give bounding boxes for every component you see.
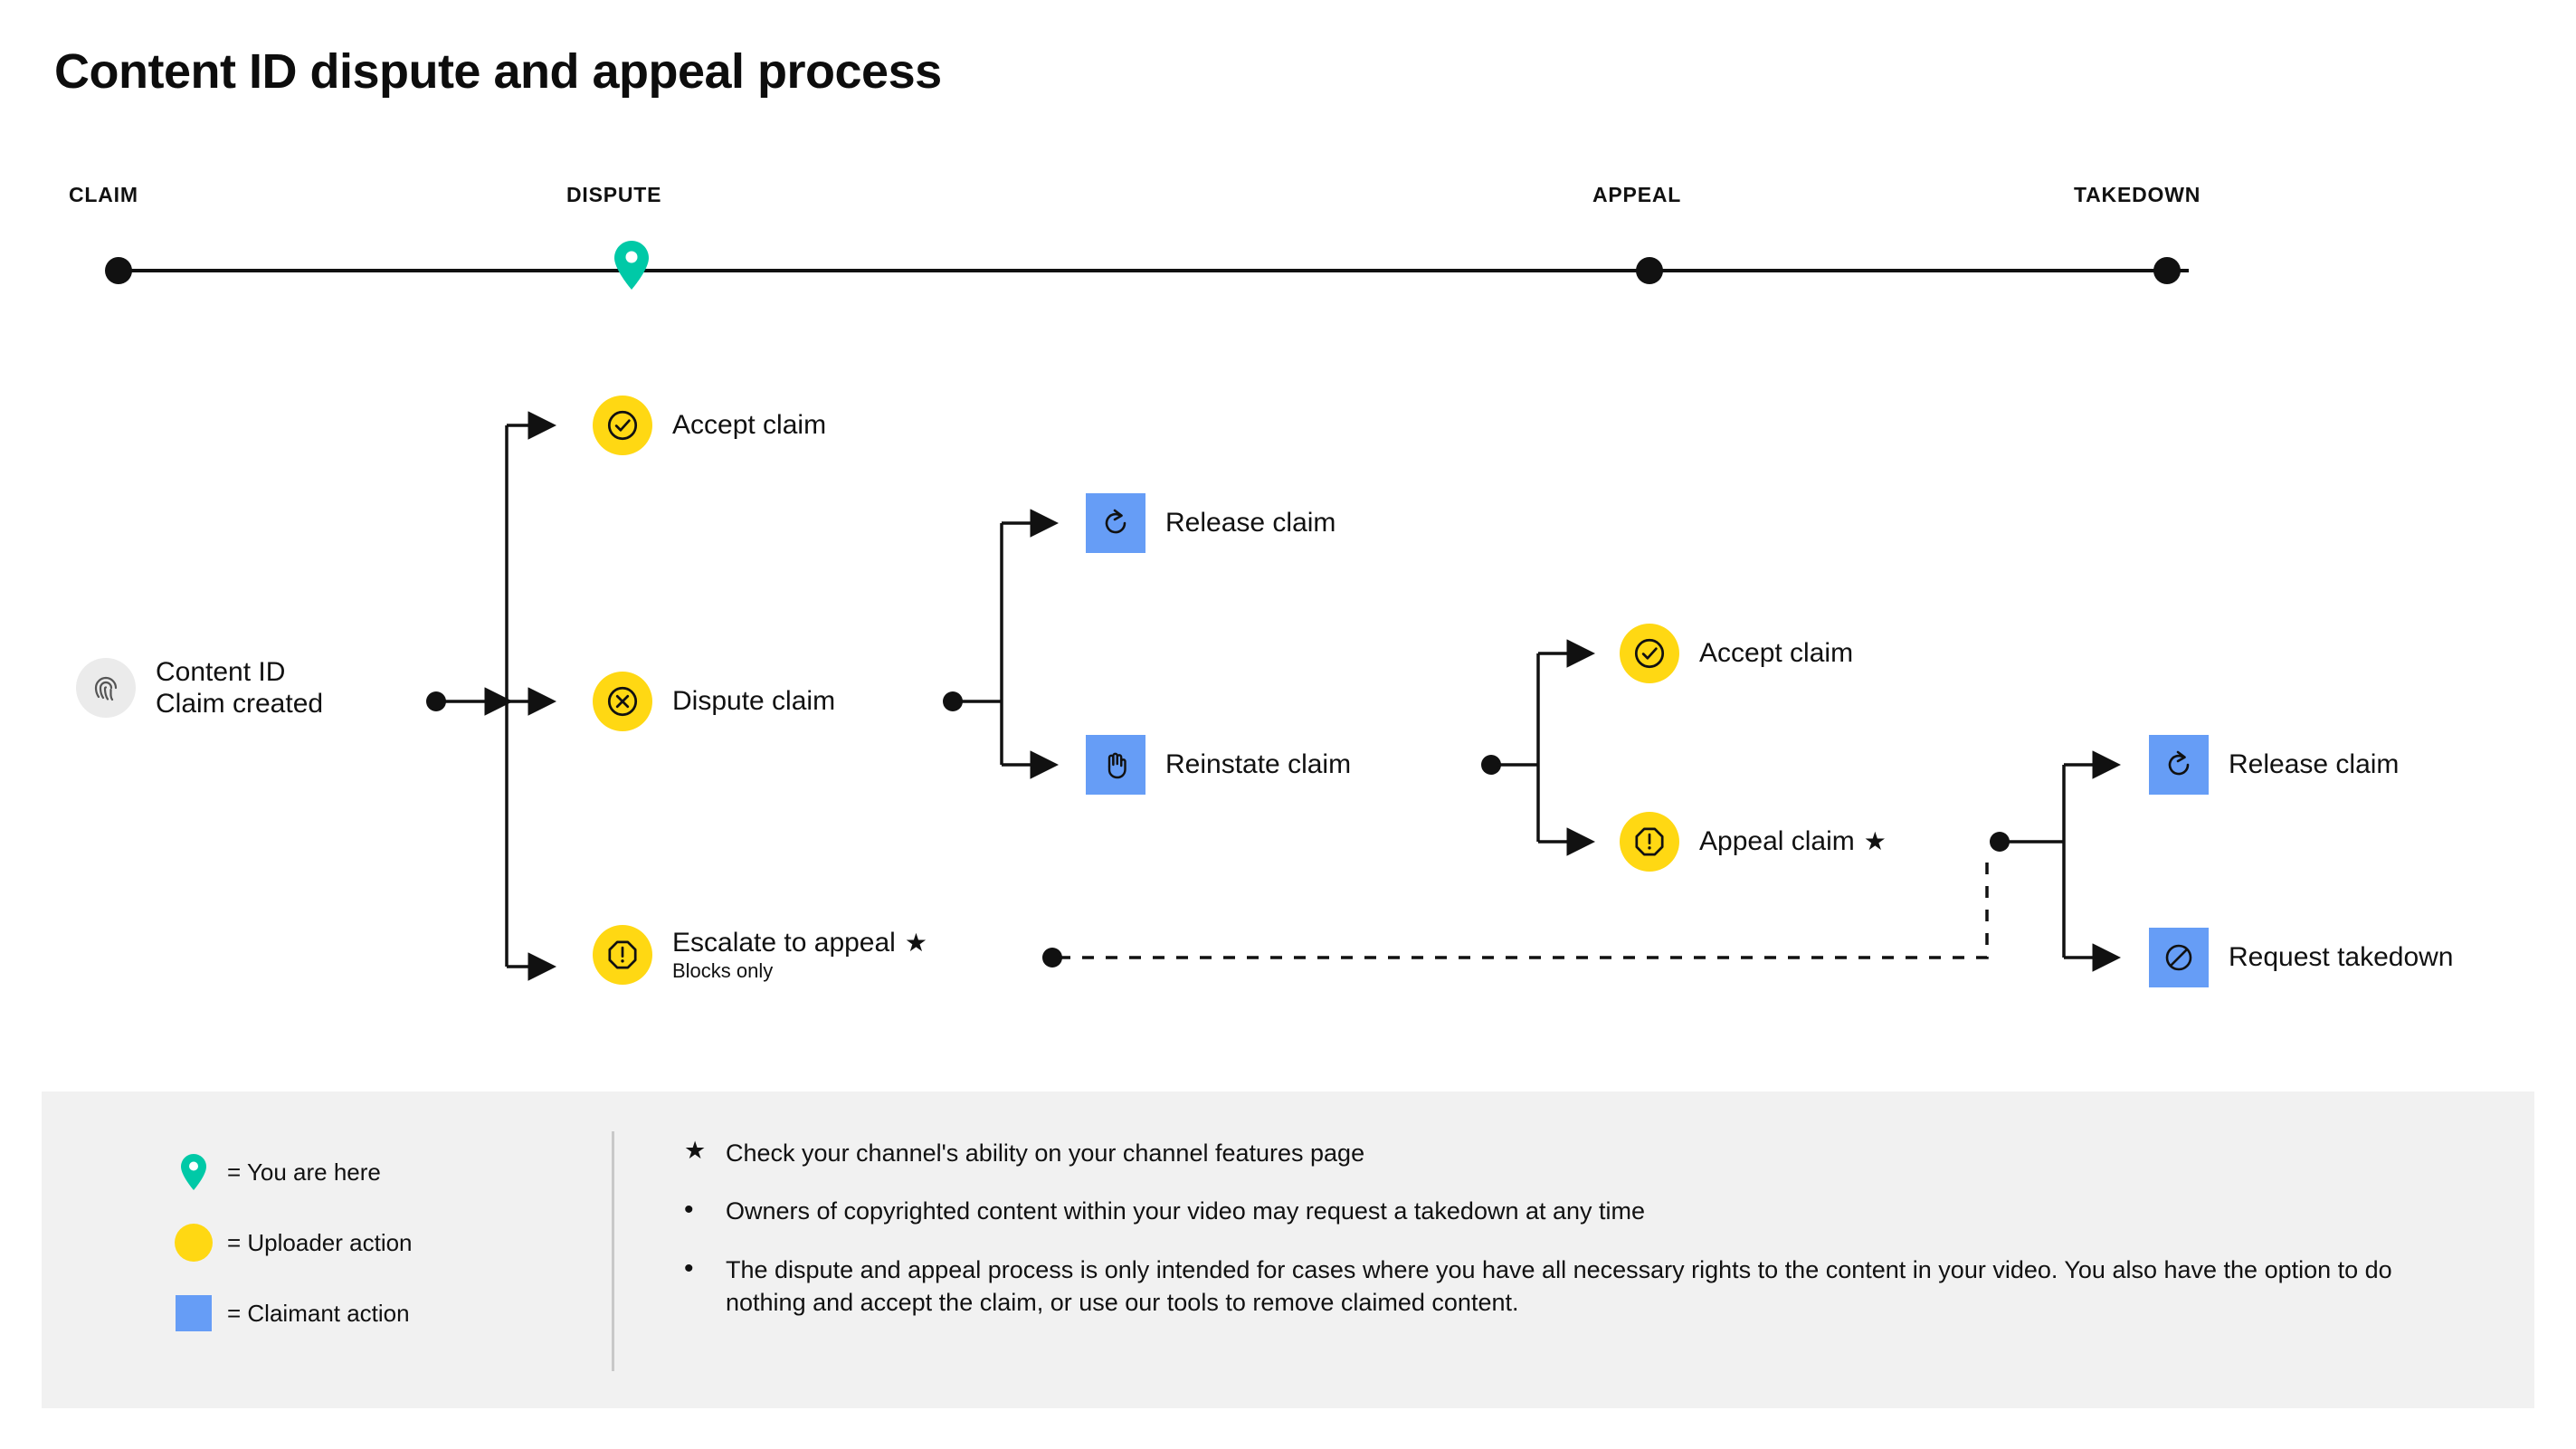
node-content-id-claim-created[interactable] — [76, 656, 323, 720]
node-label-accept-claim-1: Accept claim — [672, 410, 827, 441]
timeline-label-claim: CLAIM — [69, 183, 138, 206]
page-title: Content ID dispute and appeal process — [54, 44, 942, 99]
node-label-release-claim-1: Release claim — [1165, 508, 1336, 539]
note-item — [684, 1137, 2476, 1169]
note-text: Owners of copyrighted content within your video may request a takedown at any time — [726, 1197, 1646, 1225]
legend-divider — [612, 1131, 614, 1371]
exclamation-octagon-icon — [593, 925, 652, 985]
note-marker-bullet: • — [684, 1253, 694, 1283]
note-text: The dispute and appeal process is only intended for cases where you have all necessary rights to the content in your video. You also have the option to do nothing and accept the claim, or use our tools to remove claimed content. — [726, 1255, 2392, 1317]
node-release-claim-1[interactable] — [1086, 493, 1336, 553]
node-escalate-to-appeal[interactable] — [593, 925, 927, 985]
node-label-line2: Claim created — [156, 689, 324, 720]
node-label-dispute-claim: Dispute claim — [672, 686, 836, 717]
timeline-line — [119, 269, 2189, 272]
footnote-star-marker: ★ — [1863, 827, 1887, 856]
blue-square-icon — [173, 1295, 214, 1331]
exclamation-octagon-icon — [1620, 812, 1679, 872]
notes-list — [684, 1137, 2476, 1345]
legend-label: = Claimant action — [227, 1299, 410, 1327]
node-reinstate-claim[interactable] — [1086, 735, 1351, 795]
note-marker-bullet: • — [684, 1195, 694, 1225]
node-release-claim-2[interactable] — [2149, 735, 2399, 795]
legend-label: = Uploader action — [227, 1228, 413, 1256]
node-label-release-claim-2: Release claim — [2229, 749, 2400, 780]
footer-panel — [42, 1092, 2534, 1408]
fingerprint-icon — [76, 658, 136, 718]
no-entry-icon — [2149, 928, 2209, 987]
timeline-label-dispute: DISPUTE — [566, 183, 662, 206]
timeline-dot-takedown — [2153, 257, 2181, 284]
legend-item-claimant-action — [173, 1278, 553, 1349]
node-label-appeal-claim: Appeal claim — [1699, 826, 1855, 857]
x-circle-icon — [593, 672, 652, 731]
node-dispute-claim[interactable] — [593, 672, 835, 731]
timeline-label-appeal: APPEAL — [1592, 183, 1682, 206]
footnote-star-marker: ★ — [904, 929, 927, 958]
node-label-accept-claim-2: Accept claim — [1699, 638, 1854, 669]
timeline-dot-claim — [105, 257, 132, 284]
node-sublabel-escalate-to-appeal: Blocks only — [672, 958, 774, 982]
note-text: Check your channel's ability on your channel features page — [726, 1139, 1365, 1167]
node-request-takedown[interactable] — [2149, 928, 2454, 987]
legend-label: = You are here — [227, 1158, 381, 1186]
timeline — [0, 163, 2576, 299]
you-are-here-pin-icon — [613, 240, 650, 291]
yellow-dot-icon — [173, 1224, 214, 1262]
note-item — [684, 1254, 2476, 1320]
legend-item-uploader-action — [173, 1207, 553, 1278]
note-marker-star: ★ — [684, 1137, 707, 1164]
node-accept-claim-1[interactable] — [593, 396, 826, 455]
note-item — [684, 1195, 2476, 1227]
legend-item-you-are-here — [173, 1137, 553, 1207]
node-label-reinstate-claim: Reinstate claim — [1165, 749, 1352, 780]
hand-icon — [1086, 735, 1145, 795]
node-label-line1: Content ID — [156, 657, 286, 687]
node-accept-claim-2[interactable] — [1620, 624, 1853, 683]
pin-icon — [173, 1153, 214, 1191]
node-label-request-takedown: Request takedown — [2229, 942, 2454, 973]
timeline-label-takedown: TAKEDOWN — [2074, 183, 2201, 206]
check-circle-icon — [1620, 624, 1679, 683]
node-label-escalate-to-appeal: Escalate to appeal — [672, 928, 896, 958]
node-appeal-claim[interactable] — [1620, 812, 1887, 872]
refresh-icon — [1086, 493, 1145, 553]
legend — [173, 1137, 553, 1349]
check-circle-icon — [593, 396, 652, 455]
refresh-icon — [2149, 735, 2209, 795]
timeline-dot-appeal — [1636, 257, 1663, 284]
